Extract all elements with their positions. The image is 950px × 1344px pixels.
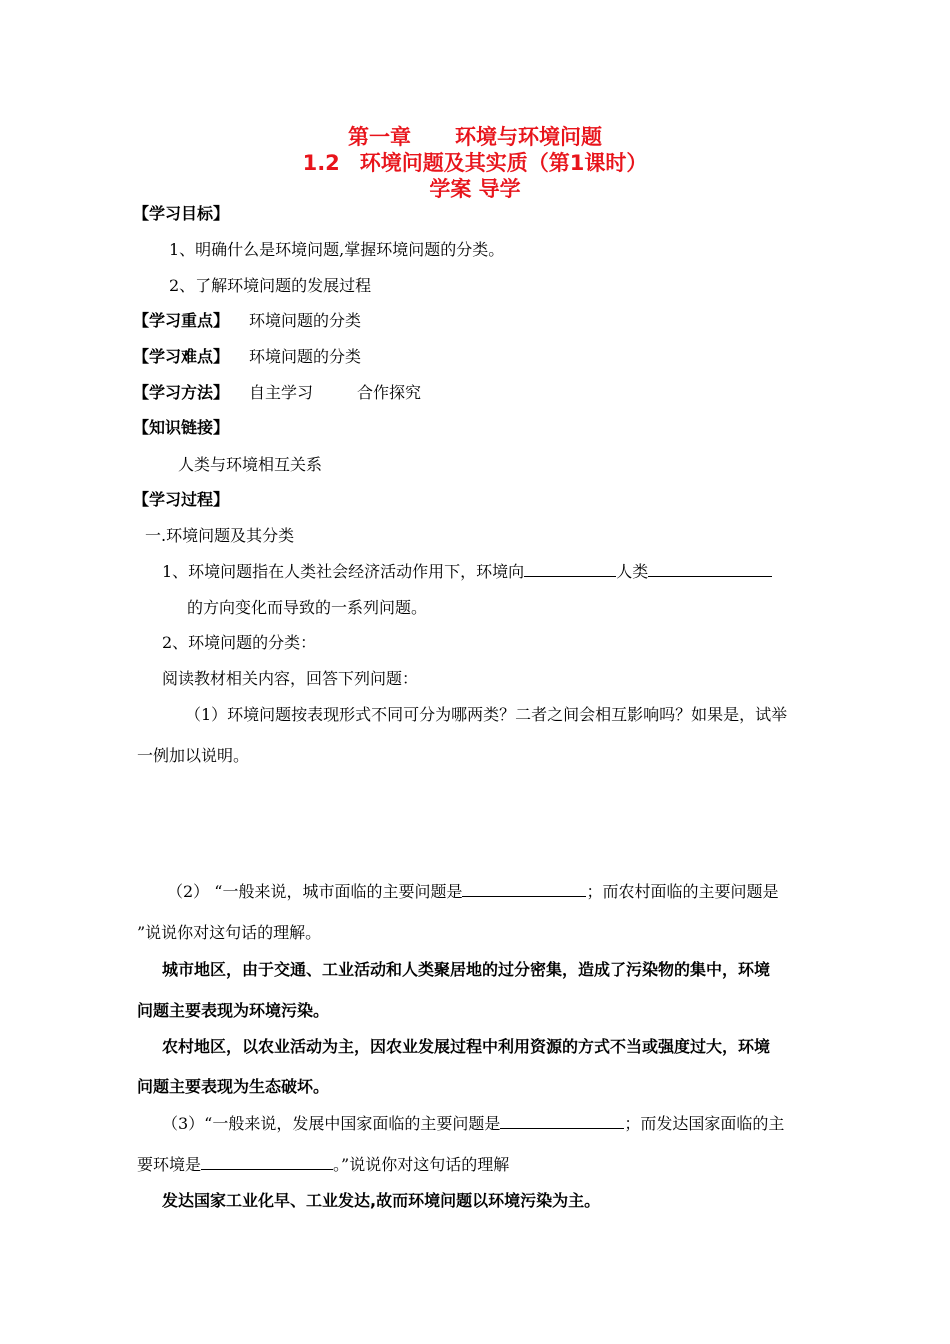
method-heading: 【学习方法】 bbox=[133, 383, 230, 402]
links-text: 人类与环境相互关系 bbox=[178, 455, 323, 474]
objective-item-1: 1、明确什么是环境问题,掌握环境问题的分类。 bbox=[169, 240, 505, 259]
answer-city-line2: 问题主要表现为环境污染。 bbox=[137, 1001, 330, 1020]
sub-question-2-line2: ”说说你对这句话的理解。 bbox=[137, 923, 322, 942]
q1-text-b: 人类 bbox=[616, 562, 649, 581]
key-point-text: 环境问题的分类 bbox=[249, 311, 362, 330]
question-1-line1 bbox=[162, 562, 772, 582]
key-point-row bbox=[133, 311, 361, 331]
fill-blank-3[interactable] bbox=[462, 882, 586, 897]
answer-developed: 发达国家工业化早、工业发达,故而环境问题以环境污染为主。 bbox=[162, 1191, 601, 1210]
chapter-name: 环境与环境问题 bbox=[455, 125, 602, 149]
part1-title: 一.环境问题及其分类 bbox=[145, 526, 295, 545]
answer-rural-line2: 问题主要表现为生态破坏。 bbox=[137, 1077, 330, 1096]
difficulty-row bbox=[133, 347, 361, 367]
answer-city-line1: 城市地区，由于交通、工业活动和人类聚居地的过分密集，造成了污染物的集中，环境 bbox=[162, 960, 771, 979]
reading-instruction: 阅读教材相关内容，回答下列问题： bbox=[162, 669, 419, 688]
doc-type-title: 学案 导学 bbox=[429, 177, 521, 201]
answer-rural-line1: 农村地区，以农业活动为主，因农业发展过程中利用资源的方式不当或强度过大，环境 bbox=[162, 1037, 771, 1056]
links-heading: 【知识链接】 bbox=[133, 418, 230, 437]
sub-question-3-line2 bbox=[137, 1155, 509, 1175]
method-item-1: 自主学习 bbox=[249, 383, 314, 402]
sub3-text-d: 。”说说你对这句话的理解 bbox=[333, 1155, 510, 1174]
objective-item-2: 2、了解环境问题的发展过程 bbox=[169, 276, 372, 295]
question-2: 2、环境问题的分类： bbox=[162, 633, 317, 652]
sub-question-1-line1: （1）环境问题按表现形式不同可分为哪两类？二者之间会相互影响吗？如果是，试举 bbox=[185, 705, 788, 724]
sub2-text-b: ；而农村面临的主要问题是 bbox=[586, 882, 779, 901]
fill-blank-2[interactable] bbox=[648, 562, 772, 577]
process-heading: 【学习过程】 bbox=[133, 490, 230, 509]
sub3-text-a: （3）“一般来说，发展中国家面临的主要问题是 bbox=[162, 1114, 501, 1133]
sub-question-3-line1 bbox=[162, 1114, 784, 1134]
fill-blank-4[interactable] bbox=[500, 1114, 624, 1129]
method-row bbox=[133, 383, 421, 403]
objectives-heading: 【学习目标】 bbox=[133, 204, 230, 223]
q1-text-a: 1、环境问题指在人类社会经济活动作用下，环境向 bbox=[162, 562, 525, 581]
fill-blank-5[interactable] bbox=[201, 1155, 333, 1170]
sub3-text-b: ；而发达国家面临的主 bbox=[624, 1114, 785, 1133]
method-item-2: 合作探究 bbox=[357, 383, 422, 402]
chapter-title bbox=[0, 124, 950, 150]
fill-blank-1[interactable] bbox=[524, 562, 616, 577]
difficulty-heading: 【学习难点】 bbox=[133, 347, 230, 366]
question-1-line2: 的方向变化而导致的一系列问题。 bbox=[187, 598, 428, 617]
sub3-text-c: 要环境是 bbox=[137, 1155, 202, 1174]
section-title bbox=[0, 150, 950, 176]
sub2-text-a: （2） “一般来说，城市面临的主要问题是 bbox=[167, 882, 463, 901]
section-name: 环境问题及其实质（第1课时） bbox=[359, 151, 648, 175]
sub-question-2-line1 bbox=[167, 882, 778, 902]
section-number: 1.2 bbox=[302, 151, 340, 175]
sub-question-1-line2: 一例加以说明。 bbox=[137, 746, 250, 765]
chapter-number: 第一章 bbox=[348, 125, 411, 149]
key-point-heading: 【学习重点】 bbox=[133, 311, 230, 330]
difficulty-text: 环境问题的分类 bbox=[249, 347, 362, 366]
